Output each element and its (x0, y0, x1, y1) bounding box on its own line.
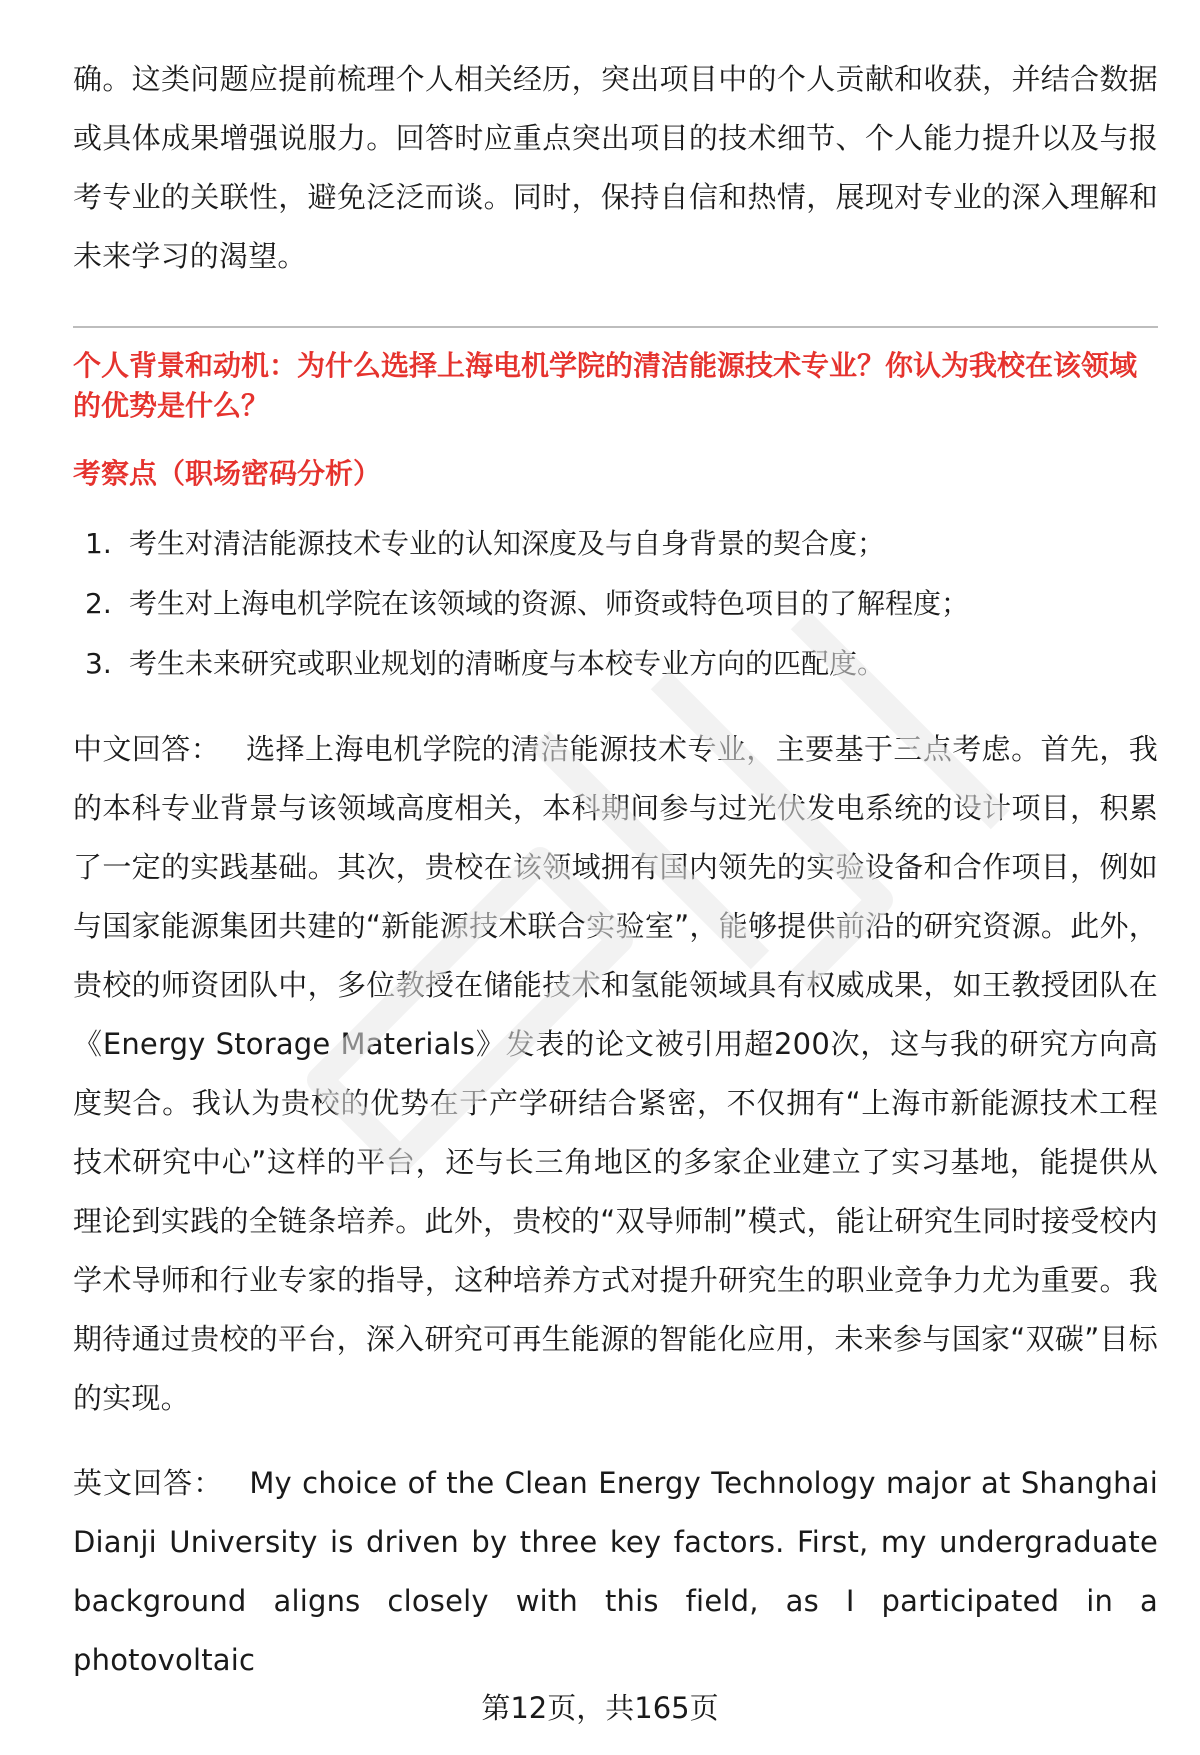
page-content (73, 50, 1158, 1690)
answer-chinese (73, 720, 1158, 1428)
question-heading: 个人背景和动机：为什么选择上海电机学院的清洁能源技术专业？你认为我校在该领域的优势是什么？ (73, 349, 1138, 422)
focus-item-number: 2. (85, 587, 112, 620)
focus-item-text: 考生对上海电机学院在该领域的资源、师资或特色项目的了解程度； (129, 587, 970, 620)
answer-english-label: 英文回答： (73, 1466, 224, 1500)
section-divider (73, 326, 1158, 328)
focus-item-text: 考生未来研究或职业规划的清晰度与本校专业方向的匹配度。 (129, 647, 886, 680)
focus-item-number: 1. (85, 527, 112, 560)
intro-paragraph: 确。这类问题应提前梳理个人相关经历，突出项目中的个人贡献和收获，并结合数据或具体成果增强说服力。回答时应重点突出项目的技术细节、个人能力提升以及与报考专业的关联性，避免泛泛而谈。同时，保持自信和热情，展现对专业的深入理解和未来学习的渴望。 (73, 62, 1158, 273)
answer-chinese-label: 中文回答： (73, 732, 221, 766)
focus-item (73, 634, 1158, 694)
answer-english-text: My choice of the Clean Energy Technology major at Shanghai Dianji University is driven by three key factors. First, my undergraduate background aligns closely with this field, as I participated in a photovoltaic (73, 1466, 1158, 1677)
answer-chinese-text: 选择上海电机学院的清洁能源技术专业，主要基于三点考虑。首先，我的本科专业背景与该领域高度相关，本科期间参与过光伏发电系统的设计项目，积累了一定的实践基础。其次，贵校在该领域拥有国内领先的实验设备和合作项目，例如与国家能源集团共建的“新能源技术联合实验室”，能够提供前沿的研究资源。此外，贵校的师资团队中，多位教授在储能技术和氢能领域具有权威成果，如王教授团队在《Energy Storage Materials》发表的论文被引用超200次，这与我的研究方向高度契合。我认为贵校的优势在于产学研结合紧密，不仅拥有“上海市新能源技术工程技术研究中心”这样的平台，还与长三角地区的多家企业建立了实习基地，能提供从理论到实践的全链条培养。此外，贵校的“双导师制”模式，能让研究生同时接受校内学术导师和行业专家的指导，这种培养方式对提升研究生的职业竞争力尤为重要。我期待通过贵校的平台，深入研究可再生能源的智能化应用，未来参与国家“双碳”目标的实现。 (73, 732, 1158, 1415)
focus-title: 考察点（职场密码分析） (73, 457, 382, 490)
page-footer: 第12页，共165页 (481, 1691, 719, 1725)
focus-item-text: 考生对清洁能源技术专业的认知深度及与自身背景的契合度； (129, 527, 886, 560)
focus-list (73, 514, 1158, 694)
focus-item (73, 574, 1158, 634)
focus-item (73, 514, 1158, 574)
focus-item-number: 3. (85, 647, 112, 680)
answer-english (73, 1454, 1158, 1690)
